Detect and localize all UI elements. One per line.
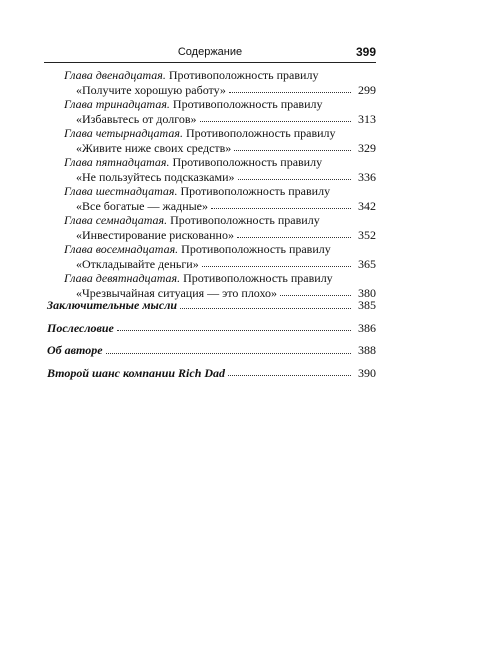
toc-chapter-entry[interactable] xyxy=(64,242,376,271)
chapter-quote-line xyxy=(64,228,376,243)
chapter-rule: Противоположность правилу xyxy=(170,213,320,227)
chapter-rule: Противоположность правилу xyxy=(180,184,331,198)
dot-leader xyxy=(238,179,351,180)
chapter-rule: Противоположность правилу xyxy=(172,97,323,111)
dot-leader xyxy=(106,353,351,354)
toc-section-list xyxy=(47,294,376,384)
chapter-quote: «Живите ниже своих средств» xyxy=(76,140,232,155)
chapter-quote-line xyxy=(64,199,376,214)
dot-leader xyxy=(211,208,351,209)
chapter-rule: Противоположность правилу xyxy=(168,68,319,82)
chapter-page-number: 313 xyxy=(358,111,376,126)
chapter-rule: Противоположность правилу xyxy=(172,155,323,169)
toc-chapter-entry[interactable] xyxy=(64,97,376,126)
chapter-quote: «Откладывайте деньги» xyxy=(76,256,199,271)
dot-leader xyxy=(228,375,351,376)
chapter-label: Глава пятнадцатая. xyxy=(64,155,170,169)
toc-chapter-list xyxy=(64,68,376,300)
chapter-heading-line xyxy=(64,97,376,112)
toc-section-entry[interactable] xyxy=(47,362,376,385)
toc-section-entry[interactable] xyxy=(47,339,376,362)
dot-leader xyxy=(237,237,351,238)
section-title: Послесловие xyxy=(47,320,114,335)
section-page-number: 390 xyxy=(358,365,376,380)
toc-chapter-entry[interactable] xyxy=(64,126,376,155)
chapter-quote-line xyxy=(64,170,376,185)
section-title: Заключительные мысли xyxy=(47,298,178,312)
chapter-heading-line xyxy=(64,126,376,141)
dot-leader xyxy=(117,330,351,331)
section-page-number: 385 xyxy=(358,298,376,312)
chapter-label: Глава девятнадцатая. xyxy=(64,271,181,285)
toc-chapter-entry[interactable] xyxy=(64,155,376,184)
chapter-label: Глава семнадцатая. xyxy=(64,213,168,227)
chapter-quote-line xyxy=(64,112,376,127)
chapter-heading-line xyxy=(64,68,376,83)
chapter-quote: «Не пользуйтесь подсказками» xyxy=(76,169,235,184)
toc-chapter-entry[interactable] xyxy=(64,68,376,97)
dot-leader xyxy=(180,308,351,309)
chapter-heading-line xyxy=(64,184,376,199)
dot-leader xyxy=(234,150,351,151)
chapter-label: Глава четырнадцатая. xyxy=(64,126,183,140)
running-title: Содержание xyxy=(177,46,243,58)
running-head xyxy=(44,46,376,63)
toc-section-entry[interactable] xyxy=(47,294,376,317)
chapter-quote-line xyxy=(64,83,376,98)
chapter-quote-line xyxy=(64,257,376,272)
chapter-label: Глава двенадцатая. xyxy=(64,68,166,82)
chapter-quote: «Чрезвычайная ситуация — это плохо» xyxy=(76,285,278,300)
toc-chapter-entry[interactable] xyxy=(64,213,376,242)
section-title: Второй шанс компании Rich Dad xyxy=(47,365,226,380)
dot-leader xyxy=(200,121,352,122)
section-page-number: 388 xyxy=(358,343,376,357)
chapter-heading-line xyxy=(64,271,376,286)
chapter-page-number: 329 xyxy=(358,140,376,155)
chapter-quote: «Инвестирование рискованно» xyxy=(76,227,234,242)
toc-chapter-entry[interactable] xyxy=(64,184,376,213)
dot-leader xyxy=(202,266,351,267)
dot-leader xyxy=(229,92,351,93)
chapter-page-number: 380 xyxy=(358,285,376,300)
chapter-quote: «Избавьтесь от долгов» xyxy=(76,111,197,126)
chapter-page-number: 342 xyxy=(358,198,376,213)
chapter-heading-line xyxy=(64,242,376,257)
running-page-number: 399 xyxy=(355,45,376,59)
toc-section-entry[interactable] xyxy=(47,317,376,340)
chapter-heading-line xyxy=(64,213,376,228)
chapter-quote-line xyxy=(64,141,376,156)
chapter-heading-line xyxy=(64,155,376,170)
chapter-page-number: 365 xyxy=(358,256,376,271)
chapter-quote: «Все богатые — жадные» xyxy=(76,198,209,213)
chapter-label: Глава тринадцатая. xyxy=(64,97,170,111)
chapter-rule: Противоположность правилу xyxy=(185,126,336,140)
chapter-page-number: 352 xyxy=(358,227,376,242)
section-page-number: 386 xyxy=(358,320,376,335)
chapter-label: Глава шестнадцатая. xyxy=(64,184,178,198)
chapter-quote: «Получите хорошую работу» xyxy=(76,82,226,97)
chapter-rule: Противоположность правилу xyxy=(181,242,331,256)
chapter-page-number: 299 xyxy=(358,82,376,97)
section-title: Об авторе xyxy=(47,343,103,357)
chapter-rule: Противоположность правилу xyxy=(183,271,333,285)
chapter-page-number: 336 xyxy=(358,169,376,184)
chapter-label: Глава восемнадцатая. xyxy=(64,242,179,256)
